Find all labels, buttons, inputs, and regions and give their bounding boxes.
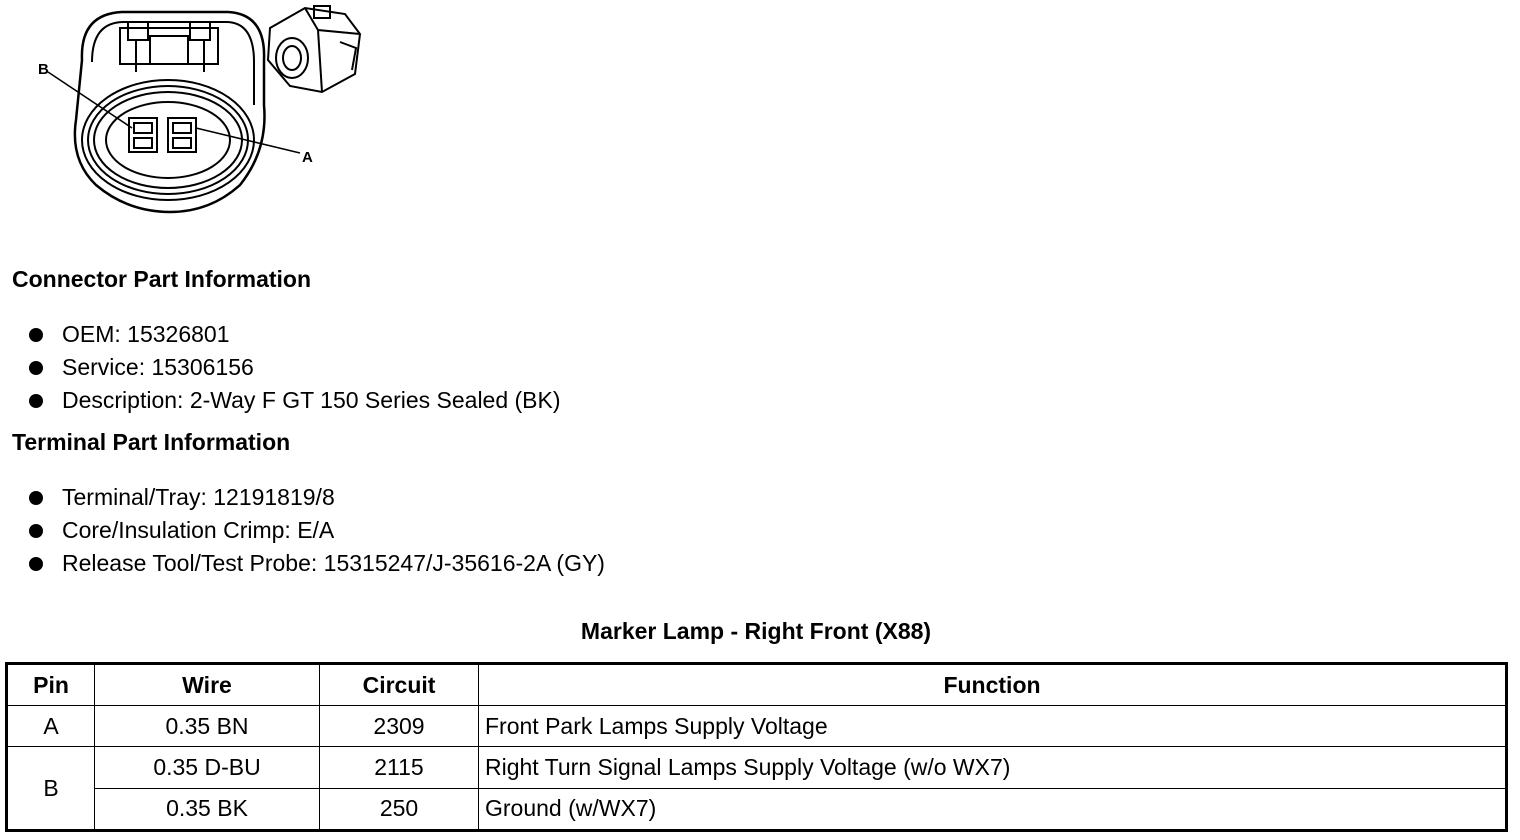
connector-info-list — [0, 318, 561, 417]
terminal-info-list — [0, 481, 605, 580]
function-cell: Right Turn Signal Lamps Supply Voltage (w/o WX7) — [479, 747, 1507, 788]
column-header-function: Function — [479, 664, 1507, 706]
circuit-cell: 2309 — [320, 706, 479, 747]
bullet-icon — [29, 328, 43, 342]
wire-cell: 0.35 BK — [95, 788, 320, 830]
wire-cell: 0.35 D-BU — [95, 747, 320, 788]
connector-face-drawing — [0, 0, 380, 230]
callout-b-label: B — [38, 61, 49, 78]
callout-a-label: A — [302, 149, 313, 166]
list-item-text: Service: 15306156 — [62, 354, 254, 380]
table-row — [7, 788, 1507, 830]
bullet-icon — [29, 557, 43, 571]
pin-cell: A — [7, 706, 95, 747]
circuit-cell: 2115 — [320, 747, 479, 788]
function-cell: Ground (w/WX7) — [479, 788, 1507, 830]
bullet-icon — [29, 361, 43, 375]
connector-3d-view — [268, 6, 360, 92]
table-row — [7, 747, 1507, 788]
function-cell: Front Park Lamps Supply Voltage — [479, 706, 1507, 747]
connector-info-title: Connector Part Information — [12, 266, 312, 292]
pin-cell: B — [7, 747, 95, 831]
wire-cell: 0.35 BN — [95, 706, 320, 747]
list-item-text: Description: 2-Way F GT 150 Series Sealed (BK) — [62, 387, 561, 413]
circuit-cell: 250 — [320, 788, 479, 830]
column-header-wire: Wire — [95, 664, 320, 706]
list-item — [0, 514, 605, 547]
list-item — [0, 547, 605, 580]
list-item-text: Terminal/Tray: 12191819/8 — [62, 484, 335, 510]
list-item — [0, 481, 605, 514]
list-item — [0, 351, 561, 384]
table-row — [7, 706, 1507, 747]
table-caption: Marker Lamp - Right Front (X88) — [580, 618, 932, 644]
list-item — [0, 318, 561, 351]
table-header-row — [7, 664, 1507, 706]
pinout-table — [5, 662, 1508, 832]
bullet-icon — [29, 394, 43, 408]
column-header-pin: Pin — [7, 664, 95, 706]
list-item-text: OEM: 15326801 — [62, 321, 230, 347]
list-item-text: Release Tool/Test Probe: 15315247/J-35616-2A (GY) — [62, 550, 605, 576]
bullet-icon — [29, 524, 43, 538]
list-item — [0, 384, 561, 417]
bullet-icon — [29, 491, 43, 505]
list-item-text: Core/Insulation Crimp: E/A — [62, 517, 335, 543]
column-header-circuit: Circuit — [320, 664, 479, 706]
terminal-info-title: Terminal Part Information — [12, 429, 291, 455]
connector-diagram — [0, 0, 380, 230]
